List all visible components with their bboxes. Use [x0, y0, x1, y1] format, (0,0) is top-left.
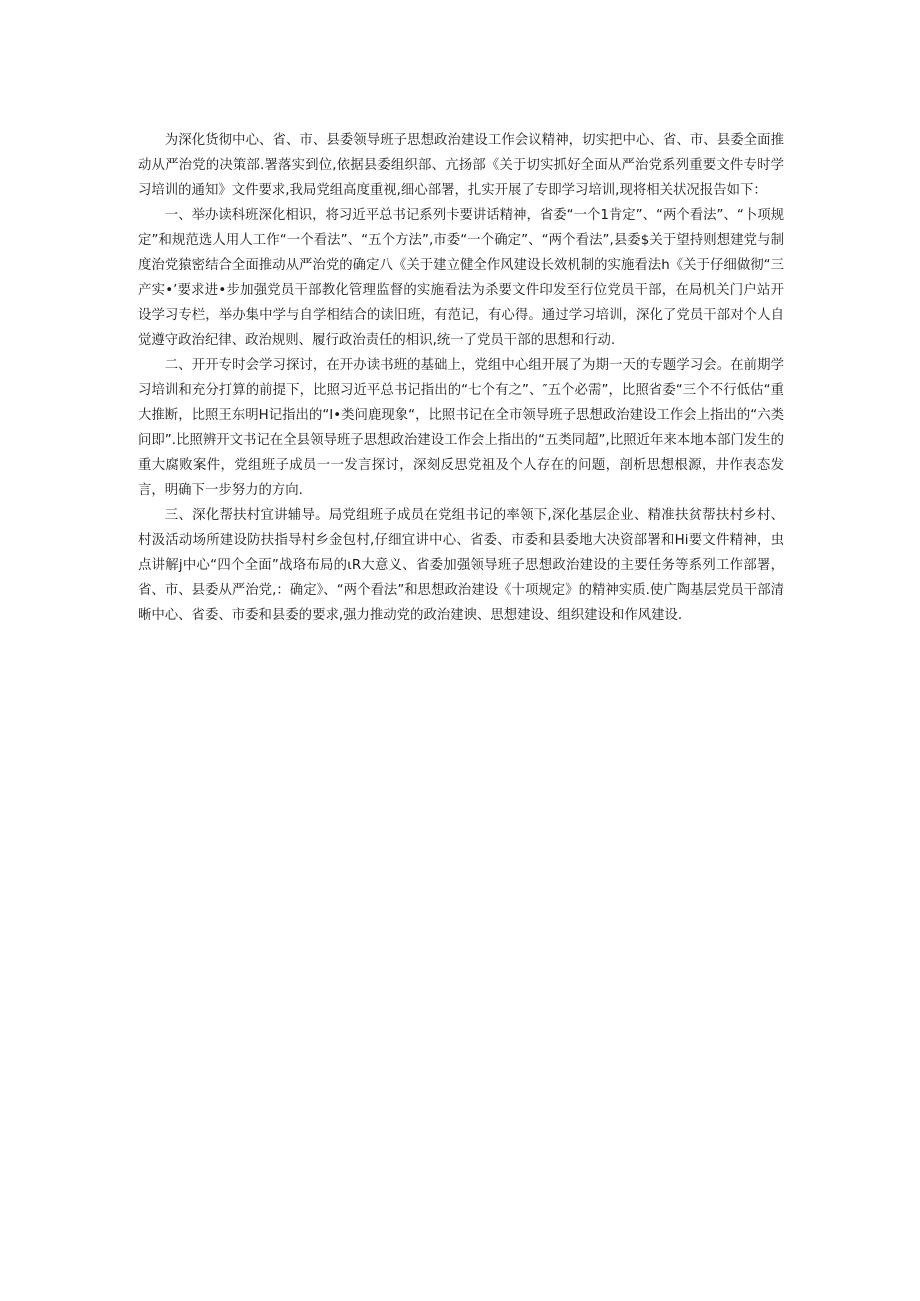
- document-body: [138, 128, 784, 628]
- paragraph-section-2: 二、开开专时会学习探讨，在开办读书班的基础上，党组中心组开展了为期一天的专题学习会。在前期学习培训和充分打算的前提下，比照习近平总书记指出的“七个有之”、″五个必需”，比照省委“三个不行低估“重大推断，比照王东明H记指出的“I•类问鹿现象“，比照书记在全市领导班子思想政治建设工作会上指出的“六类问即”.比照辨开文书记在全县领导班子思想政治建设工作会上指出的“五类同超”,比照近年来本地本部门发生的重大腐败案件，党组班子成员一一发言探讨，深刻反思党祖及个人存在的问题，剖析思想根源，井作表态发言，明确下一步努力的方向.: [138, 358, 784, 498]
- paragraph-intro: 为深化货彻中心、省、市、县委领导班子思想政治建设工作会议精神，切实把中心、省、市、县委全面推动从严治党的决策部.署落实到位,依据县委组织部、亢扬部《关于切实抓好全面从严治党系列重要文件专时学习培训的通知》文件要求,我局党组高度重视,细心部署，扎实开展了专即学习培训,现将相关状况报告如下：: [138, 133, 784, 198]
- paragraph-section-1: 一、举办读科班深化相识，将习近平总书记系列卡要讲话精神，省委“一个1肯定”、“两个看法”、“卜项规定”和规范选人用人工作“一个看法”、“五个方法”,市委“一个确定”、“两个看法”,县委$关于望持则想建党与制度治党猿密结合全面推动从严治党的确定八《关于建立健全作风建设长效机制的实施看法h《关于仔细做彻“三产实•’要求进•步加强党员干部教化管理监督的实施看法为杀要文件印发至行位党员干部，在局机关门户站开设学习专栏，举办集中学与自学相结合的读旧班，有范记，有心得。通过学习培训，深化了党员干部对个人自觉遵守政治纪律、政治规则、履行政治责任的相识,统一了党员干部的思想和行动.: [138, 208, 784, 348]
- paragraph-section-3: 三、深化帮扶村宜讲辅导。局党组班子成员在党组书记的率领下,深化基层企业、精准扶贫帮扶村乡村、村汲活动场所建设防扶指导村乡金包村,仔细宜讲中心、省委、市委和县委地大决资部署和Hi要文件精神，虫点讲解j中心“四个全面”战珞布局的ιR大意义、省委加强领导班子思想政治建设的主要任务等系列工作部署，省、市、县委从严治党,：确定》、“两个看法”和思想政治建设《十项规定》的精神实质.使广陶基层党员干部清晰中心、省委、市委和县委的要求,强力推动党的政治建谀、思想建设、组织建设和作风建设.: [138, 508, 784, 623]
